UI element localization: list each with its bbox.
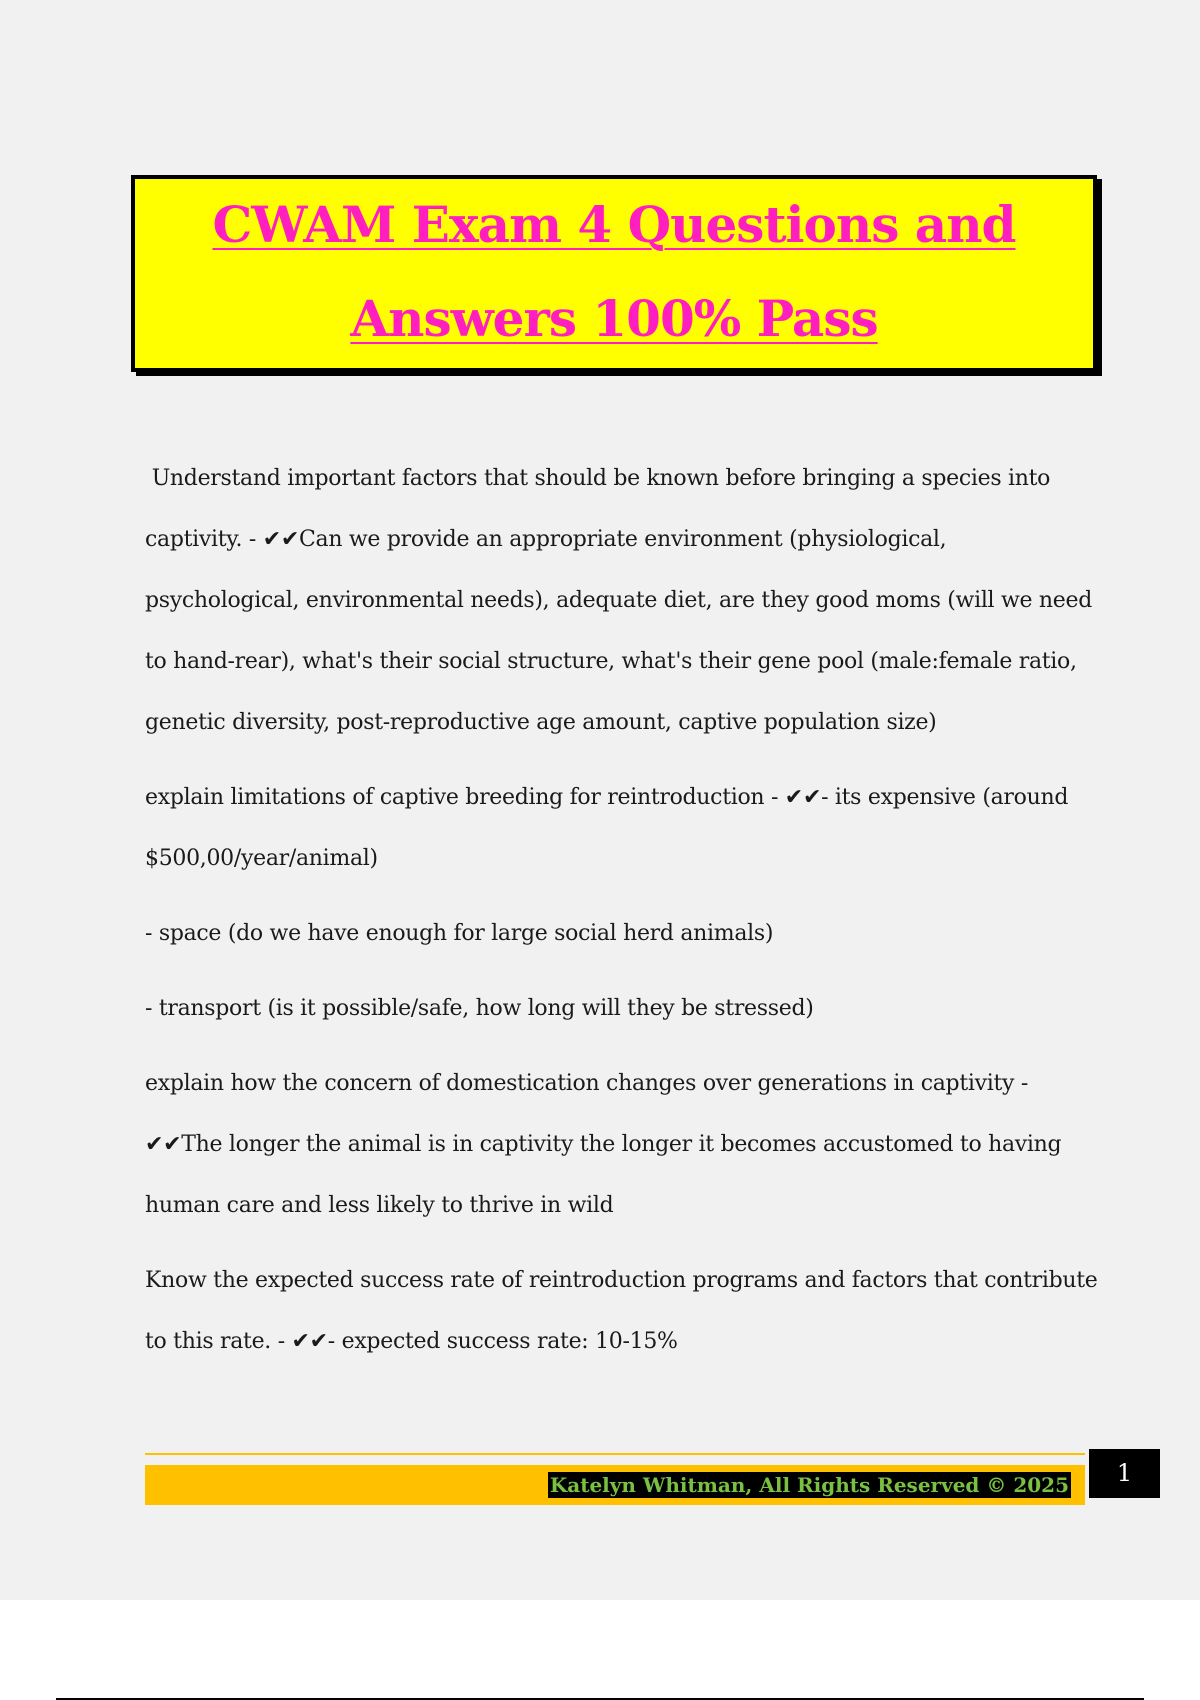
- copyright-notice: Katelyn Whitman, All Rights Reserved © 2025: [549, 1473, 1069, 1497]
- footer-divider: [145, 1453, 1085, 1455]
- text-line: psychological, environmental needs), adequate diet, are they good moms (will we need: [145, 588, 1093, 613]
- text-line: Know the expected success rate of reintroduction programs and factors that contribute: [145, 1268, 1098, 1293]
- text-line: ✔✔The longer the animal is in captivity the longer it becomes accustomed to having: [145, 1132, 1062, 1157]
- text-line: to this rate. - ✔✔- expected success rate: 10-15%: [145, 1329, 678, 1354]
- paragraph-domestication: [145, 1053, 1095, 1236]
- paragraph-space: [145, 903, 1095, 964]
- text-line: genetic diversity, post-reproductive age amount, captive population size): [145, 710, 937, 735]
- paragraph-captivity-factors: [145, 448, 1095, 753]
- text-line: explain how the concern of domestication changes over generations in captivity -: [145, 1071, 1028, 1096]
- text-line: - space (do we have enough for large social herd animals): [145, 921, 774, 946]
- page-number: 1: [1089, 1449, 1160, 1498]
- title-banner: [131, 175, 1097, 372]
- document-body: [145, 448, 1098, 1386]
- title-line-1: CWAM Exam 4 Questions and: [212, 195, 1016, 254]
- paragraph-breeding-limitations: [145, 767, 1095, 889]
- paragraph-success-rate: [145, 1250, 1098, 1372]
- footer-bar: [145, 1465, 1085, 1505]
- text-line: $500,00/year/animal): [145, 846, 378, 871]
- text-line: explain limitations of captive breeding for reintroduction - ✔✔- its expensive (around: [145, 785, 1069, 810]
- paragraph-transport: [145, 978, 1095, 1039]
- text-line: to hand-rear), what's their social structure, what's their gene pool (male:female ratio,: [145, 649, 1077, 674]
- text-line: - transport (is it possible/safe, how long will they be stressed): [145, 996, 814, 1021]
- title-line-2: Answers 100% Pass: [350, 289, 878, 348]
- text-line: human care and less likely to thrive in wild: [145, 1193, 614, 1218]
- text-line: captivity. - ✔✔Can we provide an appropriate environment (physiological,: [145, 527, 947, 552]
- text-line: Understand important factors that should be known before bringing a species into: [145, 466, 1051, 491]
